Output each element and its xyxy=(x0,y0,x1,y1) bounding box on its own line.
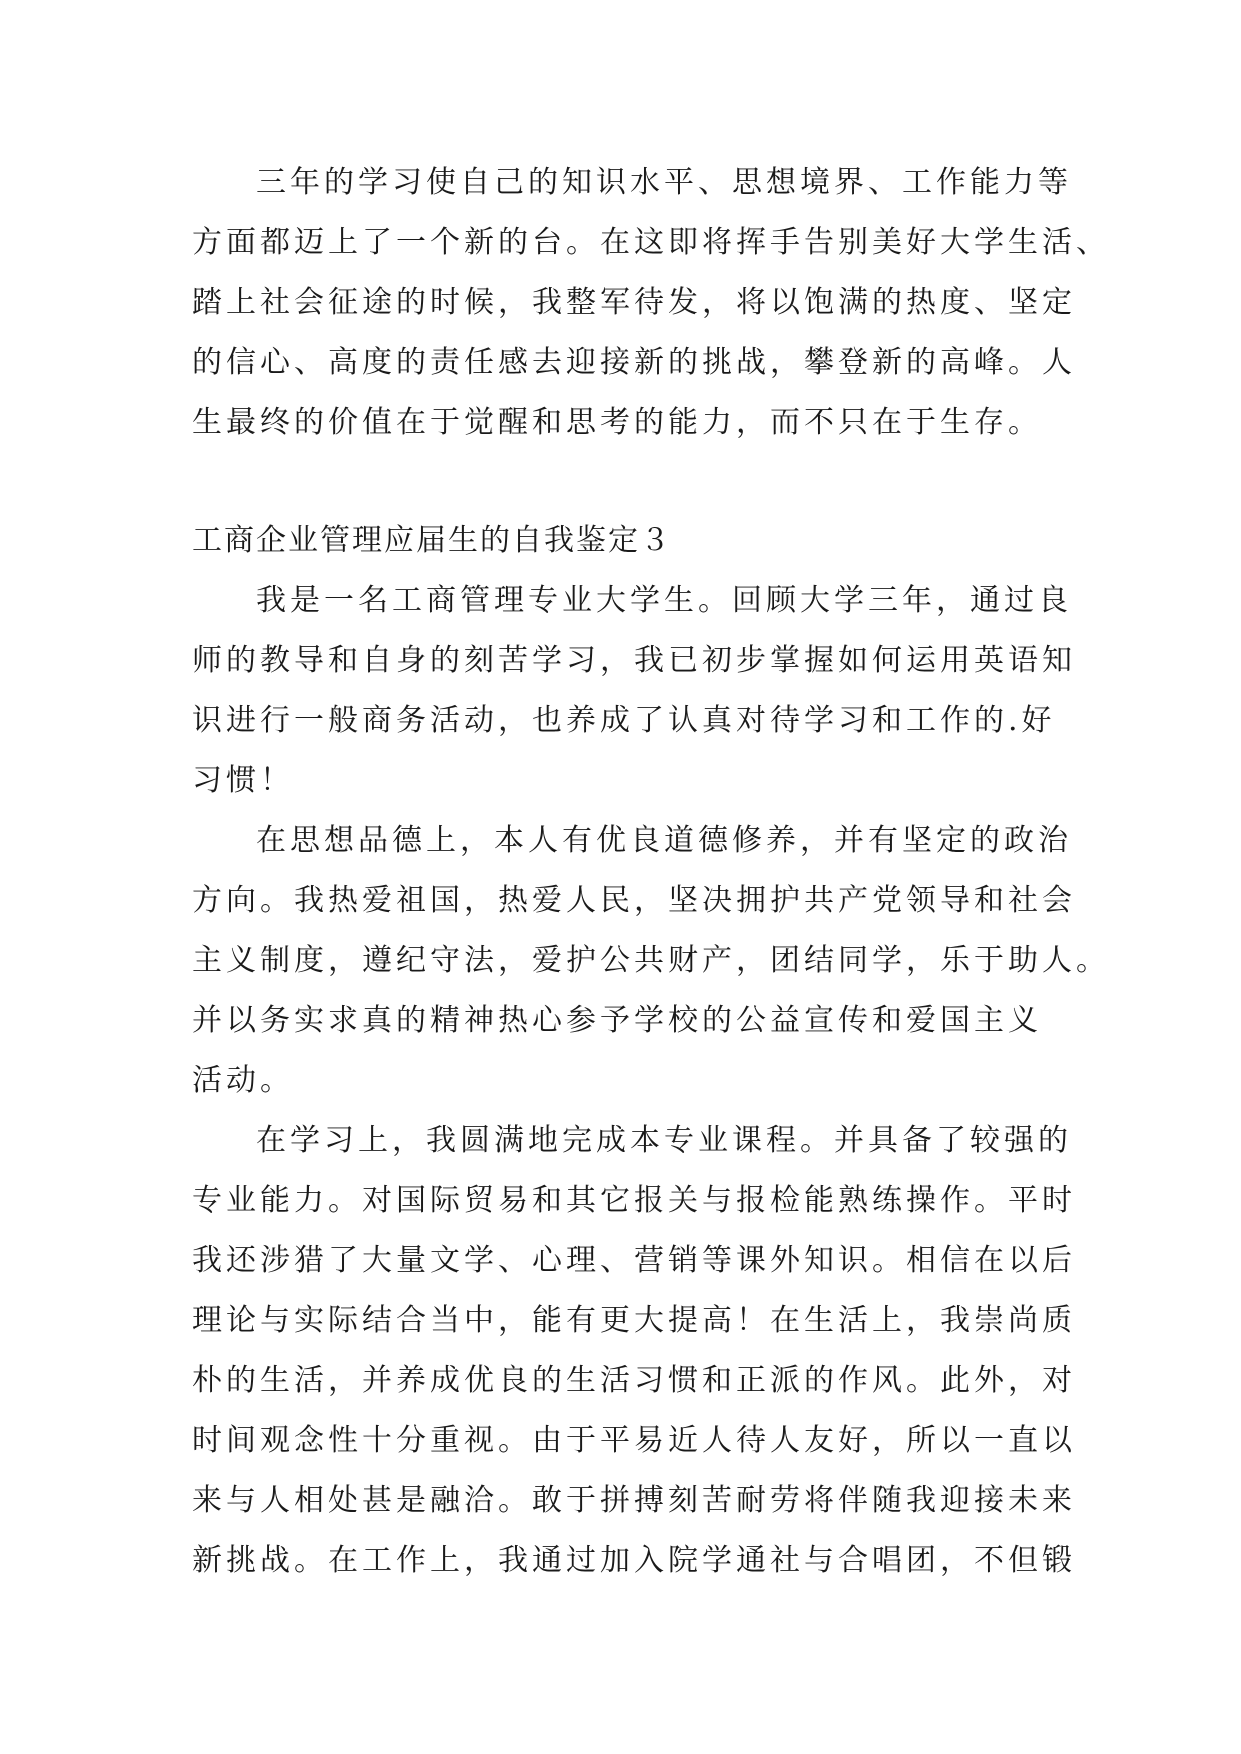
text-line: 生最终的价值在于觉醒和思考的能力，而不只在于生存。 xyxy=(192,405,1042,440)
text-line: 识进行一般商务活动，也养成了认真对待学习和工作的.好 xyxy=(192,703,1056,738)
text-line: 来与人相处甚是融洽。敢于拼搏刻苦耐劳将伴随我迎接未来 xyxy=(192,1483,1076,1518)
text-line: 活动。 xyxy=(192,1063,294,1098)
intro-paragraph xyxy=(192,153,1110,453)
section xyxy=(192,511,1110,1591)
text-line: 方面都迈上了一个新的台。在这即将挥手告别美好大学生活、 xyxy=(192,225,1110,260)
text-line: 习惯！ xyxy=(192,763,294,798)
text-line: 专业能力。对国际贸易和其它报关与报检能熟练操作。平时 xyxy=(192,1183,1076,1218)
text-line: 并以务实求真的精神热心参予学校的公益宣传和爱国主义 xyxy=(192,1003,1042,1038)
text-line: 在思想品德上，本人有优良道德修养，并有坚定的政治 xyxy=(256,823,1072,858)
text-line: 理论与实际结合当中，能有更大提高！在生活上，我崇尚质 xyxy=(192,1303,1076,1338)
text-line: 我是一名工商管理专业大学生。回顾大学三年，通过良 xyxy=(256,583,1072,618)
text-line: 师的教导和自身的刻苦学习，我已初步掌握如何运用英语知 xyxy=(192,643,1076,678)
text-line: 的信心、高度的责任感去迎接新的挑战，攀登新的高峰。人 xyxy=(192,345,1076,380)
text-line: 在学习上，我圆满地完成本专业课程。并具备了较强的 xyxy=(256,1123,1072,1158)
section-heading: 工商企业管理应届生的自我鉴定３ xyxy=(192,523,672,558)
text-line: 方向。我热爱祖国，热爱人民，坚决拥护共产党领导和社会 xyxy=(192,883,1076,918)
text-line: 时间观念性十分重视。由于平易近人待人友好，所以一直以 xyxy=(192,1423,1076,1458)
paragraph-3 xyxy=(192,1111,1076,1591)
paragraph-2 xyxy=(192,811,1110,1111)
text-line: 我还涉猎了大量文学、心理、营销等课外知识。相信在以后 xyxy=(192,1243,1076,1278)
text-line: 朴的生活，并养成优良的生活习惯和正派的作风。此外，对 xyxy=(192,1363,1076,1398)
text-line: 新挑战。在工作上，我通过加入院学通社与合唱团，不但锻 xyxy=(192,1543,1076,1578)
text-line: 三年的学习使自己的知识水平、思想境界、工作能力等 xyxy=(256,165,1072,200)
text-line: 主义制度，遵纪守法，爱护公共财产，团结同学，乐于助人。 xyxy=(192,943,1110,978)
text-line: 踏上社会征途的时候，我整军待发，将以饱满的热度、坚定 xyxy=(192,285,1076,320)
paragraph-1 xyxy=(192,571,1076,811)
